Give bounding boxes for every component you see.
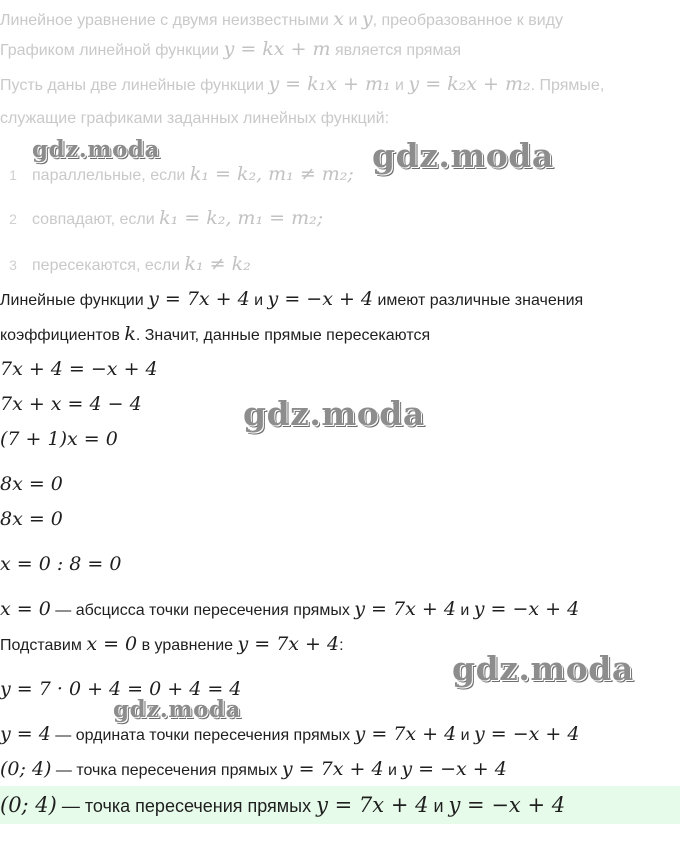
math-k: k <box>124 323 136 345</box>
solution-paragraph-2 <box>0 323 430 347</box>
list-item <box>0 207 323 231</box>
math-equation: y = kx + m <box>223 38 331 60</box>
list-number: 2 <box>9 211 17 227</box>
math-equation: y = 4 <box>0 723 51 745</box>
solution-paragraph-1 <box>0 288 583 312</box>
math-equation: y = −x + 4 <box>267 288 374 310</box>
watermark: gdz.moda <box>452 649 634 688</box>
math-equation: x = 0 : 8 = 0 <box>0 553 122 575</box>
solution-text: и <box>455 602 474 619</box>
solution-text: . Значит, данные прямые пересекаются <box>135 327 431 344</box>
math-y: y <box>361 8 373 30</box>
equation-step-4 <box>0 473 63 495</box>
answer-line <box>0 794 565 817</box>
solution-text: Линейные функции <box>0 292 149 309</box>
theory-line-1 <box>0 8 563 32</box>
list-item <box>0 253 251 277</box>
math-equation: 8x = 0 <box>0 473 63 495</box>
solution-text: : <box>339 637 344 654</box>
math-equation: y = 7x + 4 <box>281 758 384 780</box>
theory-line-2 <box>0 38 461 62</box>
math-equation: 7x + 4 = −x + 4 <box>0 358 158 380</box>
list-text: параллельные, если <box>32 167 190 184</box>
point-line <box>0 758 507 782</box>
solution-text: Подставим <box>0 637 87 654</box>
solution-text: и <box>249 292 268 309</box>
solution-text: и <box>383 762 402 779</box>
math-equation: y = −x + 4 <box>473 598 580 620</box>
math-equation: y = 7x + 4 <box>316 793 429 817</box>
theory-line-4 <box>0 108 389 130</box>
theory-text: Линейное уравнение с двумя неизвестными <box>0 12 334 29</box>
math-equation: y = 7x + 4 <box>148 288 250 310</box>
math-equation: (7 + 1)x = 0 <box>0 428 118 450</box>
theory-text: служащие графиками заданных линейных функций: <box>0 110 390 127</box>
list-text: пересекаются, если <box>32 257 185 274</box>
abscissa-line <box>0 598 579 622</box>
math-condition: k₁ = k₂, m₁ = m₂; <box>159 207 324 229</box>
math-equation: y = 7x + 4 <box>237 633 340 655</box>
math-equation: x = 0 <box>86 633 138 655</box>
theory-text: Графиком линейной функции <box>0 42 224 59</box>
equation-step-2 <box>0 393 142 415</box>
math-equation: y = −x + 4 <box>474 723 580 745</box>
equation-step-3 <box>0 428 118 450</box>
solution-text: имеют различные значения <box>373 292 584 309</box>
list-number: 3 <box>9 257 17 273</box>
theory-text: Пусть даны две линейные функции <box>0 77 269 94</box>
equation-step-6 <box>0 553 121 575</box>
math-equation: y = 7 · 0 + 4 = 0 + 4 = 4 <box>0 678 242 700</box>
answer-text: и <box>428 796 449 816</box>
math-equation: (0; 4) <box>0 758 52 780</box>
theory-text: и <box>344 12 362 29</box>
watermark: gdz.moda <box>32 136 160 163</box>
watermark: gdz.moda <box>243 394 425 433</box>
math-equation: y = k₂x + m₂ <box>408 73 531 95</box>
theory-text: и <box>390 77 409 94</box>
theory-text: , преобразованное к виду <box>372 12 564 29</box>
substitute-line <box>0 633 344 657</box>
theory-line-3 <box>0 73 604 97</box>
watermark: gdz.moda <box>372 136 554 175</box>
math-condition: k₁ ≠ k₂ <box>184 253 251 275</box>
solution-text: — точка пересечения прямых <box>51 762 282 779</box>
math-equation: y = 7x + 4 <box>354 598 456 620</box>
math-equation: 7x + x = 4 − 4 <box>0 393 142 415</box>
list-item <box>0 163 354 187</box>
solution-text: в уравнение <box>137 637 238 654</box>
solution-text: и <box>456 727 474 744</box>
theory-text: . Прямые, <box>530 77 605 94</box>
math-equation: y = −x + 4 <box>448 793 566 817</box>
math-equation: 8x = 0 <box>0 508 63 530</box>
list-text: совпадают, если <box>32 211 160 228</box>
solution-text: коэффициентов <box>0 327 125 344</box>
watermark: gdz.moda <box>113 696 241 723</box>
solution-text: — ордината точки пересечения прямых <box>50 727 355 744</box>
answer-text: — точка пересечения прямых <box>56 796 317 816</box>
math-equation: x = 0 <box>0 598 51 620</box>
math-equation: y = 7x + 4 <box>354 723 457 745</box>
equation-step-5 <box>0 508 63 530</box>
equation-step-1 <box>0 358 158 380</box>
math-condition: k₁ = k₂, m₁ ≠ m₂; <box>189 163 354 185</box>
math-answer-point: (0; 4) <box>0 793 57 817</box>
math-equation: y = k₁x + m₁ <box>268 73 391 95</box>
math-x: x <box>333 8 345 30</box>
math-equation: y = −x + 4 <box>401 758 507 780</box>
theory-text: является прямая <box>330 42 462 59</box>
list-number: 1 <box>9 167 17 183</box>
ordinate-line <box>0 723 579 747</box>
solution-text: — абсцисса точки пересечения прямых <box>50 602 355 619</box>
